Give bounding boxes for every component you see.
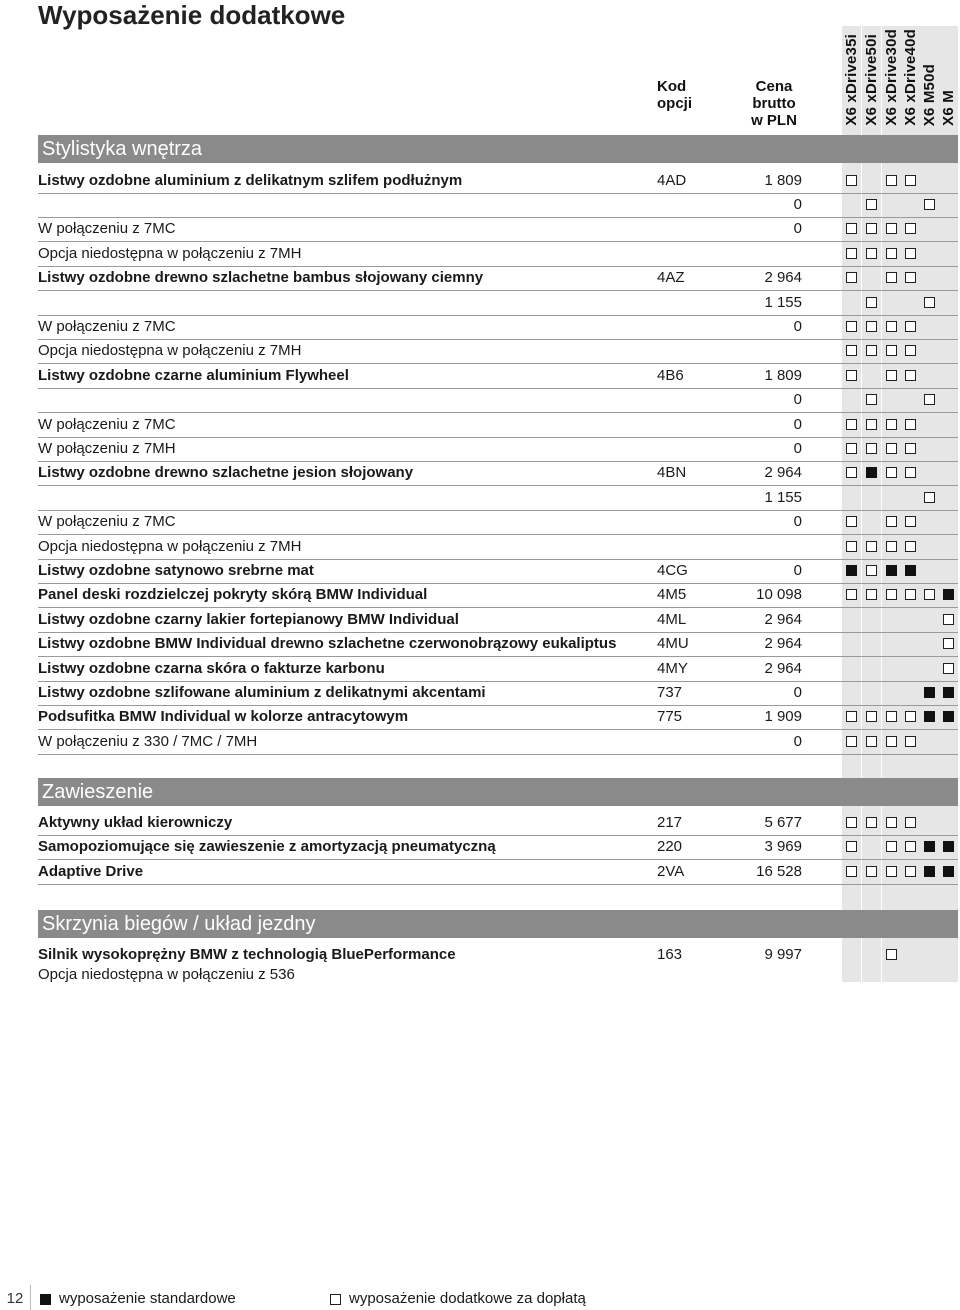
table-row	[38, 169, 958, 194]
optional-equipment-marker-icon	[905, 419, 916, 430]
optional-equipment-marker-icon	[924, 297, 935, 308]
option-price: 0	[793, 317, 802, 335]
optional-equipment-marker-icon	[943, 638, 954, 649]
optional-equipment-marker-icon	[905, 443, 916, 454]
table-row	[38, 730, 958, 755]
optional-equipment-marker-icon	[886, 841, 897, 852]
optional-equipment-marker-icon	[924, 394, 935, 405]
option-code: 4MY	[657, 659, 688, 677]
section-header	[38, 135, 958, 163]
option-name: W połączeniu z 330 / 7MC / 7MH	[38, 732, 258, 750]
option-code: 4ML	[657, 610, 687, 628]
optional-equipment-marker-icon	[886, 419, 897, 430]
table-row	[38, 291, 958, 316]
model-name: X6 xDrive50i	[863, 34, 880, 126]
standard-equipment-marker-icon	[924, 841, 935, 852]
standard-equipment-marker-icon	[924, 711, 935, 722]
optional-equipment-marker-icon	[330, 1294, 341, 1305]
option-name: Listwy ozdobne satynowo srebrne mat	[38, 561, 314, 579]
optional-equipment-marker-icon	[846, 419, 857, 430]
header-kod-line2: opcji	[657, 95, 693, 112]
optional-equipment-marker-icon	[846, 711, 857, 722]
option-name: Listwy ozdobne BMW Individual drewno szlachetne czerwonobrązowy eukaliptus	[38, 635, 617, 653]
section-header	[38, 778, 958, 806]
table-row	[38, 835, 958, 860]
standard-equipment-marker-icon	[846, 565, 857, 576]
standard-equipment-marker-icon	[866, 467, 877, 478]
optional-equipment-marker-icon	[943, 663, 954, 674]
legend-extra-label: wyposażenie dodatkowe za dopłatą	[349, 1290, 586, 1307]
standard-equipment-marker-icon	[924, 687, 935, 698]
model-column-header	[939, 26, 958, 126]
option-name: Opcja niedostępna w połączeniu z 536	[38, 966, 295, 983]
optional-equipment-marker-icon	[886, 467, 897, 478]
option-price: 16 528	[756, 862, 802, 880]
section-title: Zawieszenie	[42, 781, 154, 803]
optional-equipment-marker-icon	[943, 614, 954, 625]
option-name: W połączeniu z 7MC	[38, 513, 176, 531]
section-title: Stylistyka wnętrza	[42, 138, 203, 160]
model-column-header	[882, 26, 901, 126]
footer-divider	[30, 1285, 31, 1310]
optional-equipment-marker-icon	[886, 516, 897, 527]
optional-equipment-marker-icon	[924, 199, 935, 210]
optional-equipment-marker-icon	[846, 516, 857, 527]
optional-equipment-marker-icon	[866, 419, 877, 430]
table-row	[38, 681, 958, 706]
option-code: 4M5	[657, 586, 687, 604]
option-name: Listwy ozdobne drewno szlachetne jesion słojowany	[38, 464, 414, 482]
option-price: 2 964	[764, 659, 802, 677]
option-name: Listwy ozdobne drewno szlachetne bambus słojowany ciemny	[38, 269, 484, 287]
option-price: 0	[793, 439, 802, 457]
standard-equipment-marker-icon	[943, 866, 954, 877]
optional-equipment-marker-icon	[905, 589, 916, 600]
optional-equipment-marker-icon	[886, 541, 897, 552]
optional-equipment-marker-icon	[866, 321, 877, 332]
optional-equipment-marker-icon	[905, 817, 916, 828]
optional-equipment-marker-icon	[866, 541, 877, 552]
optional-equipment-marker-icon	[846, 443, 857, 454]
optional-equipment-marker-icon	[866, 248, 877, 259]
optional-equipment-marker-icon	[846, 866, 857, 877]
option-price: 0	[793, 220, 802, 238]
optional-equipment-marker-icon	[846, 175, 857, 186]
optional-equipment-marker-icon	[866, 394, 877, 405]
optional-equipment-marker-icon	[886, 443, 897, 454]
optional-equipment-marker-icon	[866, 866, 877, 877]
model-name: X6 M50d	[921, 63, 938, 126]
table-row	[38, 461, 958, 486]
table-row	[38, 266, 958, 291]
optional-equipment-marker-icon	[905, 370, 916, 381]
option-name: Listwy ozdobne szlifowane aluminium z delikatnymi akcentami	[38, 683, 486, 701]
optional-equipment-marker-icon	[866, 443, 877, 454]
optional-equipment-marker-icon	[886, 589, 897, 600]
section-title: Skrzynia biegów / układ jezdny	[42, 913, 316, 935]
option-code: 4MU	[657, 635, 689, 653]
option-code: 775	[657, 708, 683, 726]
table-row	[38, 315, 958, 340]
optional-equipment-marker-icon	[886, 817, 897, 828]
option-name: Samopoziomujące się zawieszenie z amortyzacją pneumatyczną	[38, 838, 496, 856]
model-name: X6 M	[940, 90, 957, 126]
optional-equipment-marker-icon	[866, 223, 877, 234]
optional-equipment-marker-icon	[905, 541, 916, 552]
model-column-header	[901, 26, 920, 126]
option-price: 9 997	[764, 946, 802, 963]
optional-equipment-marker-icon	[886, 711, 897, 722]
table-row	[38, 242, 958, 267]
option-code: 4B6	[657, 366, 684, 384]
standard-equipment-marker-icon	[40, 1294, 51, 1305]
table-row	[38, 535, 958, 560]
optional-equipment-marker-icon	[846, 467, 857, 478]
optional-equipment-marker-icon	[866, 345, 877, 356]
table-row	[38, 217, 958, 242]
option-price: 2 964	[764, 269, 802, 287]
optional-equipment-marker-icon	[886, 345, 897, 356]
optional-equipment-marker-icon	[846, 248, 857, 259]
page-title: Wyposażenie dodatkowe	[38, 0, 346, 30]
table-row	[38, 193, 958, 218]
optional-equipment-marker-icon	[866, 297, 877, 308]
option-name: Opcja niedostępna w połączeniu z 7MH	[38, 537, 302, 555]
optional-equipment-marker-icon	[886, 248, 897, 259]
table-row	[38, 860, 958, 885]
header-cena	[744, 78, 804, 129]
option-name: Podsufitka BMW Individual w kolorze antracytowym	[38, 708, 409, 726]
optional-equipment-marker-icon	[905, 223, 916, 234]
standard-equipment-marker-icon	[943, 589, 954, 600]
optional-equipment-marker-icon	[866, 711, 877, 722]
standard-equipment-marker-icon	[943, 687, 954, 698]
table-row	[38, 388, 958, 413]
option-name: Adaptive Drive	[38, 862, 144, 880]
option-name: Aktywny układ kierowniczy	[38, 814, 233, 831]
optional-equipment-marker-icon	[846, 589, 857, 600]
option-code: 4AZ	[657, 269, 685, 287]
option-price: 1 155	[764, 488, 802, 506]
optional-equipment-marker-icon	[886, 223, 897, 234]
optional-equipment-marker-icon	[905, 736, 916, 747]
optional-equipment-marker-icon	[886, 370, 897, 381]
option-code: 4AD	[657, 171, 687, 189]
option-price: 1 155	[764, 293, 802, 311]
optional-equipment-marker-icon	[905, 248, 916, 259]
standard-equipment-marker-icon	[905, 565, 916, 576]
table-row	[38, 608, 958, 633]
optional-equipment-marker-icon	[886, 321, 897, 332]
option-price: 0	[793, 561, 802, 579]
optional-equipment-marker-icon	[846, 736, 857, 747]
option-name: Silnik wysokoprężny BMW z technologią BluePerformance	[38, 946, 456, 963]
optional-equipment-marker-icon	[905, 516, 916, 527]
option-name: Listwy ozdobne czarne aluminium Flywheel	[38, 366, 349, 384]
option-name: Listwy ozdobne czarna skóra o fakturze karbonu	[38, 659, 385, 677]
option-name: Listwy ozdobne czarny lakier fortepianowy BMW Individual	[38, 610, 459, 628]
optional-equipment-marker-icon	[846, 841, 857, 852]
footer-legend	[0, 1285, 960, 1310]
option-code: 2VA	[657, 862, 685, 880]
optional-equipment-marker-icon	[846, 345, 857, 356]
model-name: X6 xDrive35i	[843, 34, 860, 126]
table-row	[38, 583, 958, 608]
option-price: 1 809	[764, 366, 802, 384]
option-name: W połączeniu z 7MC	[38, 415, 176, 433]
option-price: 0	[793, 195, 802, 213]
option-name: Panel deski rozdzielczej pokryty skórą BMW Individual	[38, 586, 428, 604]
option-code: 737	[657, 683, 683, 701]
header-cena-line2: brutto	[752, 95, 796, 112]
model-column-header	[842, 26, 861, 126]
option-price: 2 964	[764, 635, 802, 653]
optional-equipment-marker-icon	[905, 841, 916, 852]
table-row	[38, 339, 958, 364]
model-name: X6 xDrive30d	[883, 29, 900, 126]
standard-equipment-marker-icon	[943, 711, 954, 722]
optional-equipment-marker-icon	[924, 492, 935, 503]
model-column-header	[862, 26, 881, 126]
optional-equipment-marker-icon	[866, 199, 877, 210]
table-row	[38, 559, 958, 584]
table-row	[38, 413, 958, 438]
option-price: 1 909	[764, 708, 802, 726]
option-price: 0	[793, 732, 802, 750]
optional-equipment-marker-icon	[846, 541, 857, 552]
page-number: 12	[6, 1290, 24, 1307]
optional-equipment-marker-icon	[905, 711, 916, 722]
option-price: 5 677	[764, 814, 802, 831]
standard-equipment-marker-icon	[924, 866, 935, 877]
option-name: W połączeniu z 7MH	[38, 439, 176, 457]
table-row	[38, 437, 958, 462]
header-kod-opcji	[657, 78, 692, 112]
optional-equipment-marker-icon	[886, 866, 897, 877]
option-code: 4BN	[657, 464, 687, 482]
optional-equipment-marker-icon	[905, 175, 916, 186]
option-price: 0	[793, 513, 802, 531]
table-row	[38, 486, 958, 511]
option-code: 220	[657, 838, 683, 856]
standard-equipment-marker-icon	[943, 841, 954, 852]
optional-equipment-marker-icon	[846, 321, 857, 332]
table-row	[38, 811, 958, 836]
option-price: 0	[793, 683, 802, 701]
option-name: Opcja niedostępna w połączeniu z 7MH	[38, 342, 302, 360]
optional-equipment-marker-icon	[905, 272, 916, 283]
optional-equipment-marker-icon	[866, 565, 877, 576]
optional-equipment-marker-icon	[846, 272, 857, 283]
option-price: 3 969	[764, 838, 802, 856]
option-name: Opcja niedostępna w połączeniu z 7MH	[38, 244, 302, 262]
option-code: 4CG	[657, 561, 688, 579]
table-row	[38, 632, 958, 657]
legend-standard-label: wyposażenie standardowe	[59, 1290, 236, 1307]
standard-equipment-marker-icon	[886, 565, 897, 576]
optional-equipment-marker-icon	[846, 223, 857, 234]
option-price: 0	[793, 415, 802, 433]
option-price: 1 809	[764, 171, 802, 189]
model-name: X6 xDrive40d	[902, 29, 919, 126]
optional-equipment-marker-icon	[866, 817, 877, 828]
table-row	[38, 657, 958, 682]
option-price: 2 964	[764, 464, 802, 482]
header-cena-line3: w PLN	[751, 112, 797, 129]
optional-equipment-marker-icon	[846, 370, 857, 381]
optional-equipment-marker-icon	[866, 736, 877, 747]
optional-equipment-marker-icon	[886, 175, 897, 186]
optional-equipment-marker-icon	[905, 345, 916, 356]
section-header	[38, 910, 958, 938]
optional-equipment-marker-icon	[846, 817, 857, 828]
option-name: W połączeniu z 7MC	[38, 317, 176, 335]
table-row	[38, 705, 958, 730]
option-price: 10 098	[756, 586, 802, 604]
optional-equipment-marker-icon	[905, 866, 916, 877]
option-name: W połączeniu z 7MC	[38, 220, 176, 238]
header-cena-line1: Cena	[755, 78, 793, 95]
optional-equipment-marker-icon	[866, 589, 877, 600]
table-row	[38, 510, 958, 535]
optional-equipment-marker-icon	[905, 321, 916, 332]
option-code: 217	[657, 814, 683, 831]
table-row	[38, 963, 958, 987]
option-name: Listwy ozdobne aluminium z delikatnym szlifem podłużnym	[38, 171, 463, 189]
option-price: 0	[793, 391, 802, 409]
optional-equipment-marker-icon	[886, 736, 897, 747]
optional-equipment-marker-icon	[924, 589, 935, 600]
optional-equipment-marker-icon	[905, 467, 916, 478]
optional-equipment-marker-icon	[886, 949, 897, 960]
model-column-header	[920, 26, 939, 126]
option-price: 2 964	[764, 610, 802, 628]
table-row	[38, 364, 958, 389]
header-kod-line1: Kod	[657, 78, 687, 95]
option-code: 163	[657, 946, 683, 963]
optional-equipment-marker-icon	[886, 272, 897, 283]
